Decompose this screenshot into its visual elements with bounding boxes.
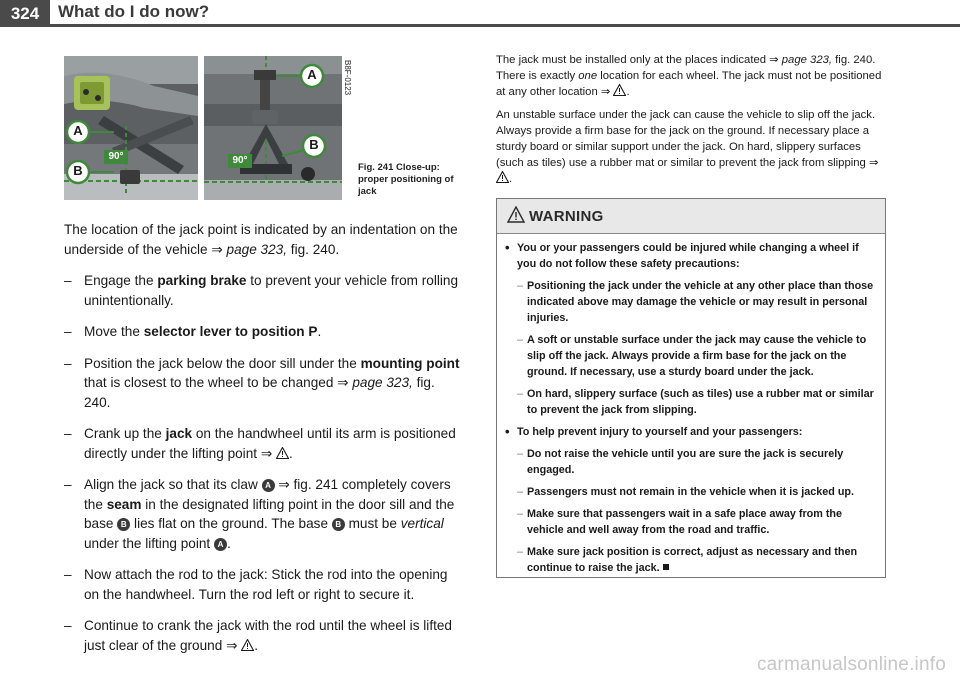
callout-b-right: B: [309, 137, 319, 152]
figure-code: B8F-0123: [343, 60, 352, 96]
warning-item: – Passengers must not remain in the vehicle when it is jacked up.: [505, 484, 877, 500]
figure-panel-left: [64, 56, 198, 200]
watermark: carmanualsonline.info: [756, 654, 946, 675]
warning-item: – A soft or unstable surface under the jack may cause the vehicle to slip off the jack. Always provide a firm base for the jack on the ground. If necessary, use a sturdy board under the jack.: [505, 332, 877, 380]
warning-icon[interactable]: [241, 639, 254, 651]
angle-label-left: 90°: [108, 151, 124, 162]
callout-a-left: A: [73, 123, 83, 138]
section-title: What do I do now?: [58, 2, 210, 21]
callout-b-icon: B: [332, 518, 345, 531]
jack-location-paragraph: The jack must be installed only at the places indicated ⇒ page 323, fig. 240. There is exactly one location for each wheel. The jack must not be positioned at any other location ⇒ .: [496, 54, 882, 98]
instructions-column: [64, 220, 464, 667]
callout-b-icon: B: [117, 518, 130, 531]
callout-b-left: B: [73, 163, 83, 178]
step-crank-jack: – Crank up the jack on the handwheel until its arm is positioned directly under the lifting point ⇒ .: [64, 424, 464, 463]
figure-jack-positioning: [64, 56, 352, 200]
step-attach-rod: – Now attach the rod to the jack: Stick the rod into the opening on the handwheel. Turn the rod left or right to secure it.: [64, 565, 464, 604]
warning-item: – Make sure jack position is correct, adjust as necessary and then continue to raise the jack.: [505, 544, 877, 576]
warning-triangle-icon: [507, 206, 525, 223]
warning-item: – Make sure that passengers wait in a safe place away from the vehicle and well away from the road and traffic.: [505, 506, 877, 538]
warning-body: [497, 234, 885, 576]
figure-caption: Fig. 241 Close-up: proper positioning of jack: [358, 162, 454, 197]
page-reference[interactable]: page 323,: [352, 375, 413, 390]
unstable-surface-paragraph: An unstable surface under the jack can cause the vehicle to slip off the jack. Always provide a firm base for the jack on the ground. If necessary place a sturdy board or similar support under the jack. On hard, slippery surfaces (such as tiles) use a rubber mat or similar to prevent the jack from slipping ⇒ .: [496, 109, 879, 185]
page-header: [0, 0, 960, 32]
intro-paragraph: The location of the jack point is indicated by an indentation on the underside of the vehicle ⇒ page 323, fig. 240.: [64, 222, 458, 257]
info-column: [496, 52, 884, 194]
page-number: 324: [0, 0, 50, 27]
step-selector-lever: – Move the selector lever to position P.: [64, 322, 464, 342]
warning-icon[interactable]: [613, 84, 626, 96]
callout-a-icon: A: [262, 479, 275, 492]
warning-icon[interactable]: [496, 171, 509, 183]
page-reference[interactable]: page 323,: [781, 54, 833, 66]
step-align-jack: – Align the jack so that its claw A ⇒ fig. 241 completely covers the seam in the designated lifting point in the door sill and the base B lies flat on the ground. The base B must be vertical under the lifting point A .: [64, 475, 464, 553]
header-rule: [50, 24, 960, 27]
warning-item: – On hard, slippery surface (such as tiles) use a rubber mat or similar to prevent the jack from slipping.: [505, 386, 877, 418]
angle-label-right: 90°: [232, 155, 248, 166]
step-continue-crank: – Continue to crank the jack with the rod until the wheel is lifted just clear of the ground ⇒ .: [64, 616, 464, 655]
warning-title: WARNING: [529, 208, 604, 225]
warning-item: – Positioning the jack under the vehicle at any other place than those indicated above may damage the vehicle or may result in personal injuries.: [505, 278, 877, 326]
end-of-section-mark: [663, 564, 669, 570]
step-parking-brake: – Engage the parking brake to prevent your vehicle from rolling unintentionally.: [64, 271, 464, 310]
page-reference[interactable]: page 323,: [226, 241, 288, 257]
warning-bullet: • To help prevent injury to yourself and your passengers:: [505, 424, 877, 440]
warning-item: – Do not raise the vehicle until you are sure the jack is securely engaged.: [505, 446, 877, 478]
warning-header: [497, 199, 885, 234]
warning-box: [496, 198, 886, 578]
warning-bullet: • You or your passengers could be injured while changing a wheel if you do not follow these safety precautions:: [505, 240, 877, 272]
callout-a-icon: A: [214, 538, 227, 551]
warning-icon[interactable]: [276, 447, 289, 459]
step-position-jack: – Position the jack below the door sill under the mounting point that is closest to the wheel to be changed ⇒ page 323, fig. 240.: [64, 354, 464, 413]
figure-panel-right: [204, 56, 342, 200]
callout-a-right: A: [307, 67, 317, 82]
